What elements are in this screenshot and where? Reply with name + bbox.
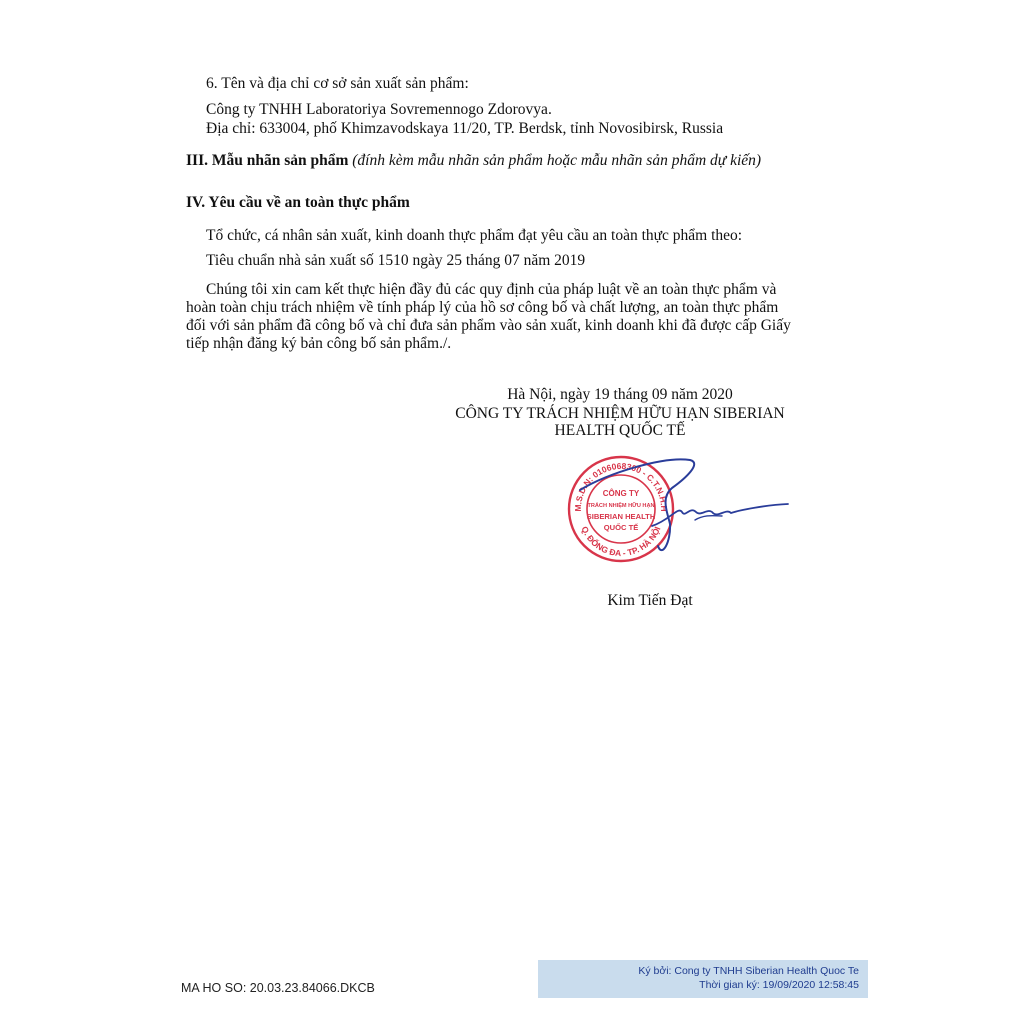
signature-date: Hà Nội, ngày 19 tháng 09 năm 2020 bbox=[507, 386, 733, 403]
section-3-heading: III. Mẫu nhãn sản phẩm bbox=[186, 152, 349, 169]
section-4-heading: IV. Yêu cầu về an toàn thực phẩm bbox=[186, 194, 410, 211]
svg-text:M.S.D.N: 0106068300 - C.T.N.H.: M.S.D.N: 0106068300 - C.T.N.H.H bbox=[572, 460, 670, 512]
dossier-code: MA HO SO: 20.03.23.84066.DKCB bbox=[181, 981, 375, 995]
svg-text:Q. ĐỐNG ĐA - TP. HÀ NỘI: Q. ĐỐNG ĐA - TP. HÀ NỘI bbox=[579, 524, 663, 559]
digital-signature-box bbox=[538, 960, 868, 998]
svg-text:CÔNG TY: CÔNG TY bbox=[602, 489, 640, 498]
safety-requirement-line: Tổ chức, cá nhân sản xuất, kinh doanh thực phẩm đạt yêu cầu an toàn thực phẩm theo: bbox=[206, 227, 743, 244]
handwritten-signature bbox=[540, 450, 800, 582]
commitment-line-1: Chúng tôi xin cam kết thực hiện đầy đủ các quy định của pháp luật về an toàn thực phẩm và bbox=[206, 281, 777, 298]
manufacturer-company: Công ty TNHH Laboratoriya Sovremennogo Zdorovya. bbox=[206, 101, 552, 118]
signature-company-line-2: HEALTH QUỐC TẾ bbox=[554, 422, 686, 439]
svg-text:QUỐC TẾ: QUỐC TẾ bbox=[603, 523, 639, 532]
manufacturer-standard-line: Tiêu chuẩn nhà sản xuất số 1510 ngày 25 tháng 07 năm 2019 bbox=[206, 252, 586, 269]
svg-text:TRÁCH NHIỆM HỮU HẠN: TRÁCH NHIỆM HỮU HẠN bbox=[587, 503, 655, 509]
section-3-note: (đính kèm mẫu nhãn sản phẩm hoặc mẫu nhãn sản phẩm dự kiến) bbox=[352, 152, 762, 169]
commitment-line-3: đối với sản phẩm đã công bố và chỉ đưa sản phẩm vào sản xuất, kinh doanh khi đã được cấp Giấy bbox=[186, 317, 791, 334]
signature-company-line-1: CÔNG TY TRÁCH NHIỆM HỮU HẠN SIBERIAN bbox=[455, 405, 785, 422]
manufacturer-address: Địa chỉ: 633004, phố Khimzavodskaya 11/20, TP. Berdsk, tỉnh Novosibirsk, Russia bbox=[206, 120, 724, 137]
signed-time: Thời gian ký: 19/09/2020 12:58:45 bbox=[699, 979, 859, 991]
commitment-line-4: tiếp nhận đăng ký bản công bố sản phẩm./. bbox=[186, 335, 452, 352]
section-3-line bbox=[186, 151, 761, 170]
signed-by: Ký bởi: Cong ty TNHH Siberian Health Quoc Te bbox=[638, 965, 859, 977]
signature-stamp-area bbox=[540, 450, 800, 582]
section-6-heading: 6. Tên và địa chỉ cơ sở sản xuất sản phẩm: bbox=[206, 75, 469, 92]
signer-name: Kim Tiến Đạt bbox=[607, 592, 693, 609]
commitment-line-2: hoàn toàn chịu trách nhiệm về tính pháp lý của hồ sơ công bố và chất lượng, an toàn thực phẩm bbox=[186, 299, 779, 316]
svg-text:SIBERIAN HEALTH: SIBERIAN HEALTH bbox=[586, 512, 656, 521]
